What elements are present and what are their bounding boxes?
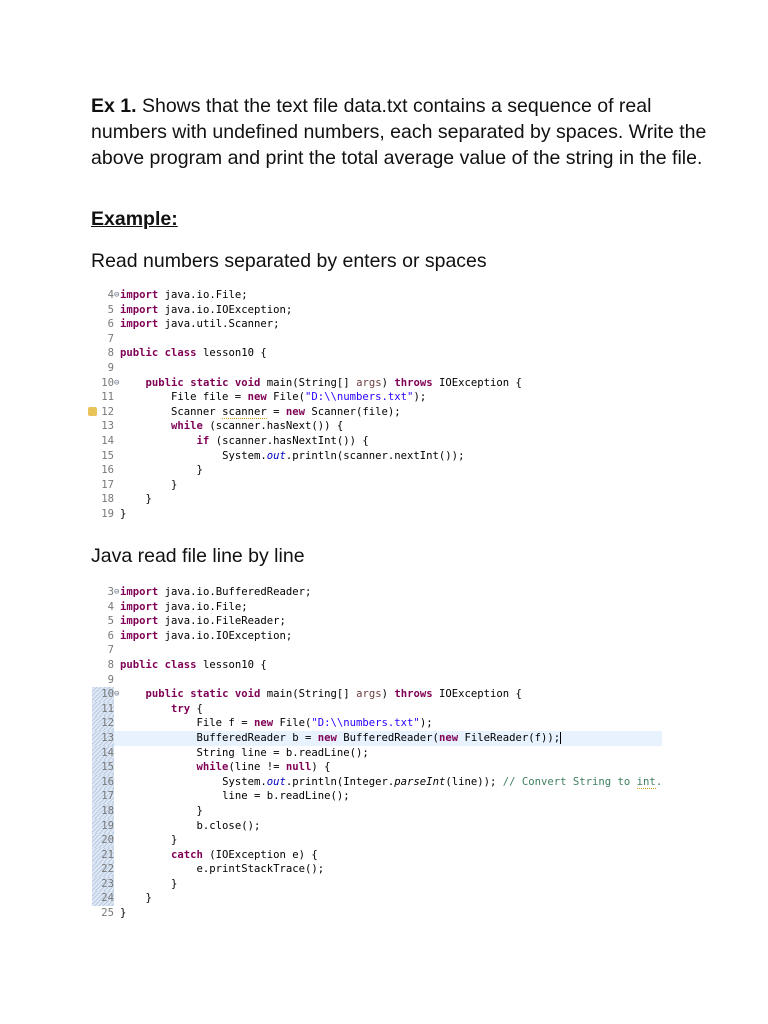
code-line: 19 } <box>92 507 522 522</box>
code-line <box>92 332 522 347</box>
code-line: 5 import java.io.FileReader; <box>92 614 662 629</box>
line-number: 5 <box>107 615 114 628</box>
line-number: 5 <box>107 303 114 316</box>
code-line: 8 public class lesson10 { <box>92 346 522 361</box>
example-heading: Example: <box>91 208 178 230</box>
line-number: 17 <box>92 789 114 804</box>
code-block-bufferedreader <box>92 585 662 921</box>
line-number: 25 <box>101 907 114 920</box>
code-line: 12 Scanner scanner = new Scanner(file); <box>92 405 522 420</box>
code-line: 20 } <box>92 833 662 848</box>
code-line <box>92 673 662 688</box>
subheading-read-line-by-line: Java read file line by line <box>91 545 305 567</box>
code-line: 15 System.out.println(scanner.nextInt()); <box>92 449 522 464</box>
line-number: 11 <box>92 702 114 717</box>
line-number: 7 <box>107 332 114 345</box>
code-line: 18 } <box>92 492 522 507</box>
line-number: 3 <box>107 586 114 598</box>
code-line: 12 File f = new File("D:\\numbers.txt"); <box>92 716 662 731</box>
line-number: 23 <box>92 877 114 892</box>
line-number: 15 <box>101 449 114 462</box>
code-block-scanner <box>92 288 522 522</box>
line-number: 24 <box>92 891 114 906</box>
code-line: 10 ⊖ public static void main(String[] args) throws IOException { <box>92 376 522 391</box>
line-number: 4 <box>107 600 114 613</box>
code-line: 21 catch (IOException e) { <box>92 848 662 863</box>
code-line: 17 } <box>92 478 522 493</box>
fold-icon[interactable]: ⊖ <box>114 290 120 300</box>
code-line: 6 import java.util.Scanner; <box>92 317 522 332</box>
exercise-text: Shows that the text file data.txt contains a sequence of real numbers with undefined numbers, each separated by spaces. Write the above program and print the total average value of the string in the file. <box>91 95 707 169</box>
code-line: 11 File file = new File("D:\\numbers.txt"); <box>92 390 522 405</box>
line-number: 22 <box>92 862 114 877</box>
code-line: 3 ⊖ import java.io.BufferedReader; <box>92 585 662 600</box>
line-number: 13 <box>101 420 114 433</box>
line-number: 12 <box>101 405 114 418</box>
fold-icon[interactable]: ⊖ <box>114 587 120 597</box>
code-line: 24 } <box>92 891 662 906</box>
line-number: 14 <box>101 434 114 447</box>
code-line: 14 String line = b.readLine(); <box>92 746 662 761</box>
line-number: 21 <box>92 848 114 863</box>
line-number: 9 <box>107 673 114 686</box>
exercise-label: Ex 1. <box>91 95 137 117</box>
warning-icon[interactable] <box>88 407 97 416</box>
exercise-paragraph <box>91 93 711 171</box>
line-number: 9 <box>107 361 114 374</box>
line-number: 12 <box>92 716 114 731</box>
line-number: 14 <box>92 746 114 761</box>
code-line: 14 if (scanner.hasNextInt()) { <box>92 434 522 449</box>
line-number: 6 <box>107 318 114 331</box>
code-line: 22 e.printStackTrace(); <box>92 862 662 877</box>
code-line: 4 import java.io.File; <box>92 600 662 615</box>
fold-icon[interactable]: ⊖ <box>114 689 120 700</box>
line-number: 13 <box>92 731 114 746</box>
line-number: 7 <box>107 644 114 657</box>
code-line: 5 import java.io.IOException; <box>92 303 522 318</box>
code-line-current: 13 BufferedReader b = new BufferedReader(new FileReader(f)); <box>92 731 662 746</box>
code-line: 6 import java.io.IOException; <box>92 629 662 644</box>
code-line: 16 } <box>92 463 522 478</box>
subheading-read-numbers: Read numbers separated by enters or spaces <box>91 250 487 272</box>
line-number: 10 <box>101 376 114 389</box>
code-line: 13 while (scanner.hasNext()) { <box>92 419 522 434</box>
line-number: 18 <box>101 493 114 506</box>
line-number: 8 <box>107 658 114 671</box>
line-number: 8 <box>107 347 114 360</box>
line-number: 20 <box>92 833 114 848</box>
line-number: 19 <box>101 507 114 520</box>
line-number: 17 <box>101 478 114 491</box>
line-number: 19 <box>92 819 114 834</box>
code-line: 16 System.out.println(Integer.parseInt(line)); // Convert String to int. <box>92 775 662 790</box>
code-line: 11 try { <box>92 702 662 717</box>
code-line <box>92 361 522 376</box>
code-line: 17 line = b.readLine(); <box>92 789 662 804</box>
line-number: 6 <box>107 629 114 642</box>
line-number: 15 <box>92 760 114 775</box>
line-number: 11 <box>101 391 114 404</box>
line-number: 16 <box>92 775 114 790</box>
line-number: 18 <box>92 804 114 819</box>
fold-icon[interactable]: ⊖ <box>114 377 120 388</box>
code-line: 23 } <box>92 877 662 892</box>
text-cursor <box>560 732 561 744</box>
code-line: 15 while(line != null) { <box>92 760 662 775</box>
line-number: 4 <box>107 289 114 301</box>
code-line: 19 b.close(); <box>92 819 662 834</box>
code-line: 10 ⊖ public static void main(String[] args) throws IOException { <box>92 687 662 702</box>
line-number: 16 <box>101 464 114 477</box>
code-line: 8 public class lesson10 { <box>92 658 662 673</box>
line-number: 10 <box>92 687 114 702</box>
code-line: 4 ⊖ import java.io.File; <box>92 288 522 303</box>
code-line <box>92 643 662 658</box>
code-line: 18 } <box>92 804 662 819</box>
code-line: 25 } <box>92 906 662 921</box>
